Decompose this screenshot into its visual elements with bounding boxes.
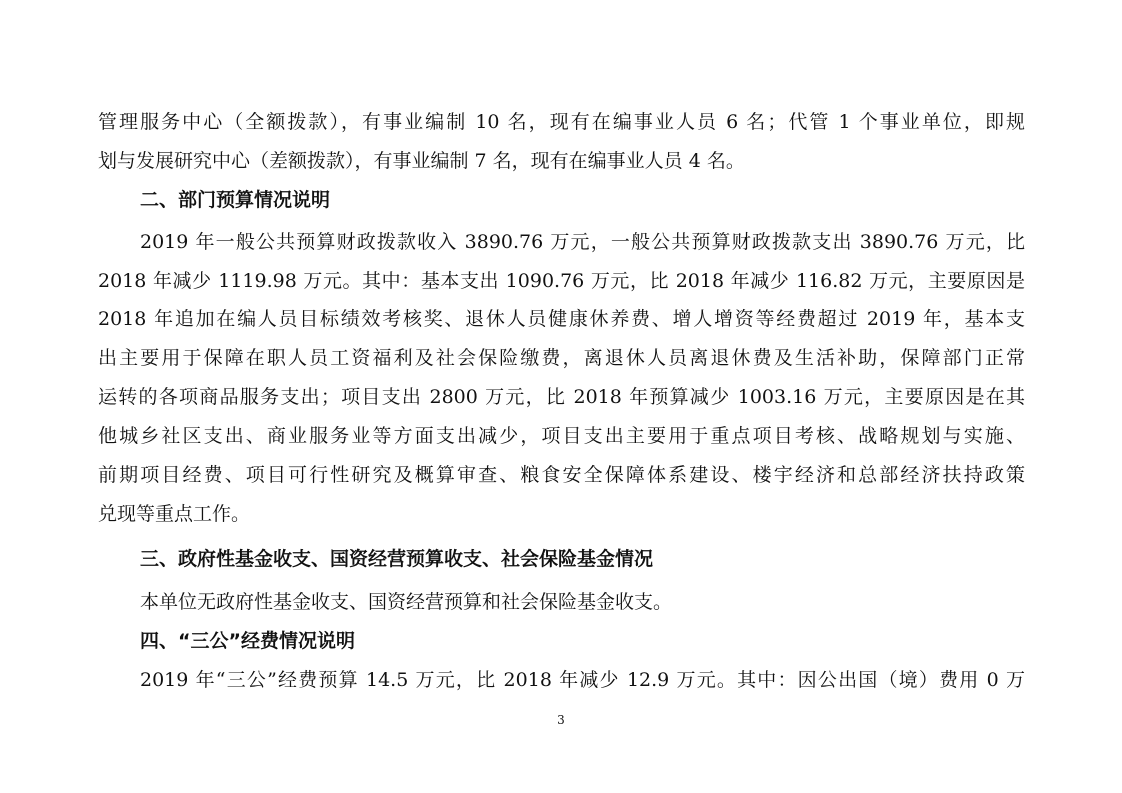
paragraph-line: 运转的各项商品服务支出；项目支出 2800 万元，比 2018 年预算减少 1003.16 万元，主要原因是在其 [98, 386, 1025, 408]
page-number: 3 [557, 713, 565, 727]
paragraph-line: 前期项目经费、项目可行性研究及概算审查、粮食安全保障体系建设、楼宇经济和总部经济扶持政策 [98, 464, 1025, 486]
paragraph-line: 管理服务中心（全额拨款），有事业编制 10 名，现有在编事业人员 6 名；代管 1 个事业单位，即规 [98, 111, 1025, 133]
paragraph-line: 2019 年一般公共预算财政拨款收入 3890.76 万元，一般公共预算财政拨款支出 3890.76 万元，比 [140, 231, 1025, 253]
paragraph-line: 出主要用于保障在职人员工资福利及社会保险缴费，离退休人员离退休费及生活补助，保障部门正常 [98, 347, 1025, 369]
section-heading-3: 三、政府性基金收支、国资经营预算收支、社会保险基金情况 [140, 548, 654, 570]
paragraph-line: 他城乡社区支出、商业服务业等方面支出减少，项目支出主要用于重点项目考核、战略规划与实施、 [98, 425, 1025, 447]
paragraph-line: 2019 年“三公”经费预算 14.5 万元，比 2018 年减少 12.9 万元。其中：因公出国（境）费用 0 万 [140, 669, 1025, 691]
paragraph-line: 兑现等重点工作。 [98, 503, 251, 525]
section-heading-2: 二、部门预算情况说明 [140, 189, 331, 211]
section-heading-4: 四、“三公”经费情况说明 [140, 630, 355, 652]
paragraph-line: 本单位无政府性基金收支、国资经营预算和社会保险基金收支。 [140, 591, 673, 613]
paragraph-line: 2018 年追加在编人员目标绩效考核奖、退休人员健康休养费、增人增资等经费超过 2019 年，基本支 [98, 308, 1025, 330]
paragraph-line: 2018 年减少 1119.98 万元。其中：基本支出 1090.76 万元，比 2018 年减少 116.82 万元，主要原因是 [98, 270, 1025, 292]
paragraph-line: 划与发展研究中心（差额拨款），有事业编制 7 名，现有在编事业人员 4 名。 [98, 150, 745, 172]
